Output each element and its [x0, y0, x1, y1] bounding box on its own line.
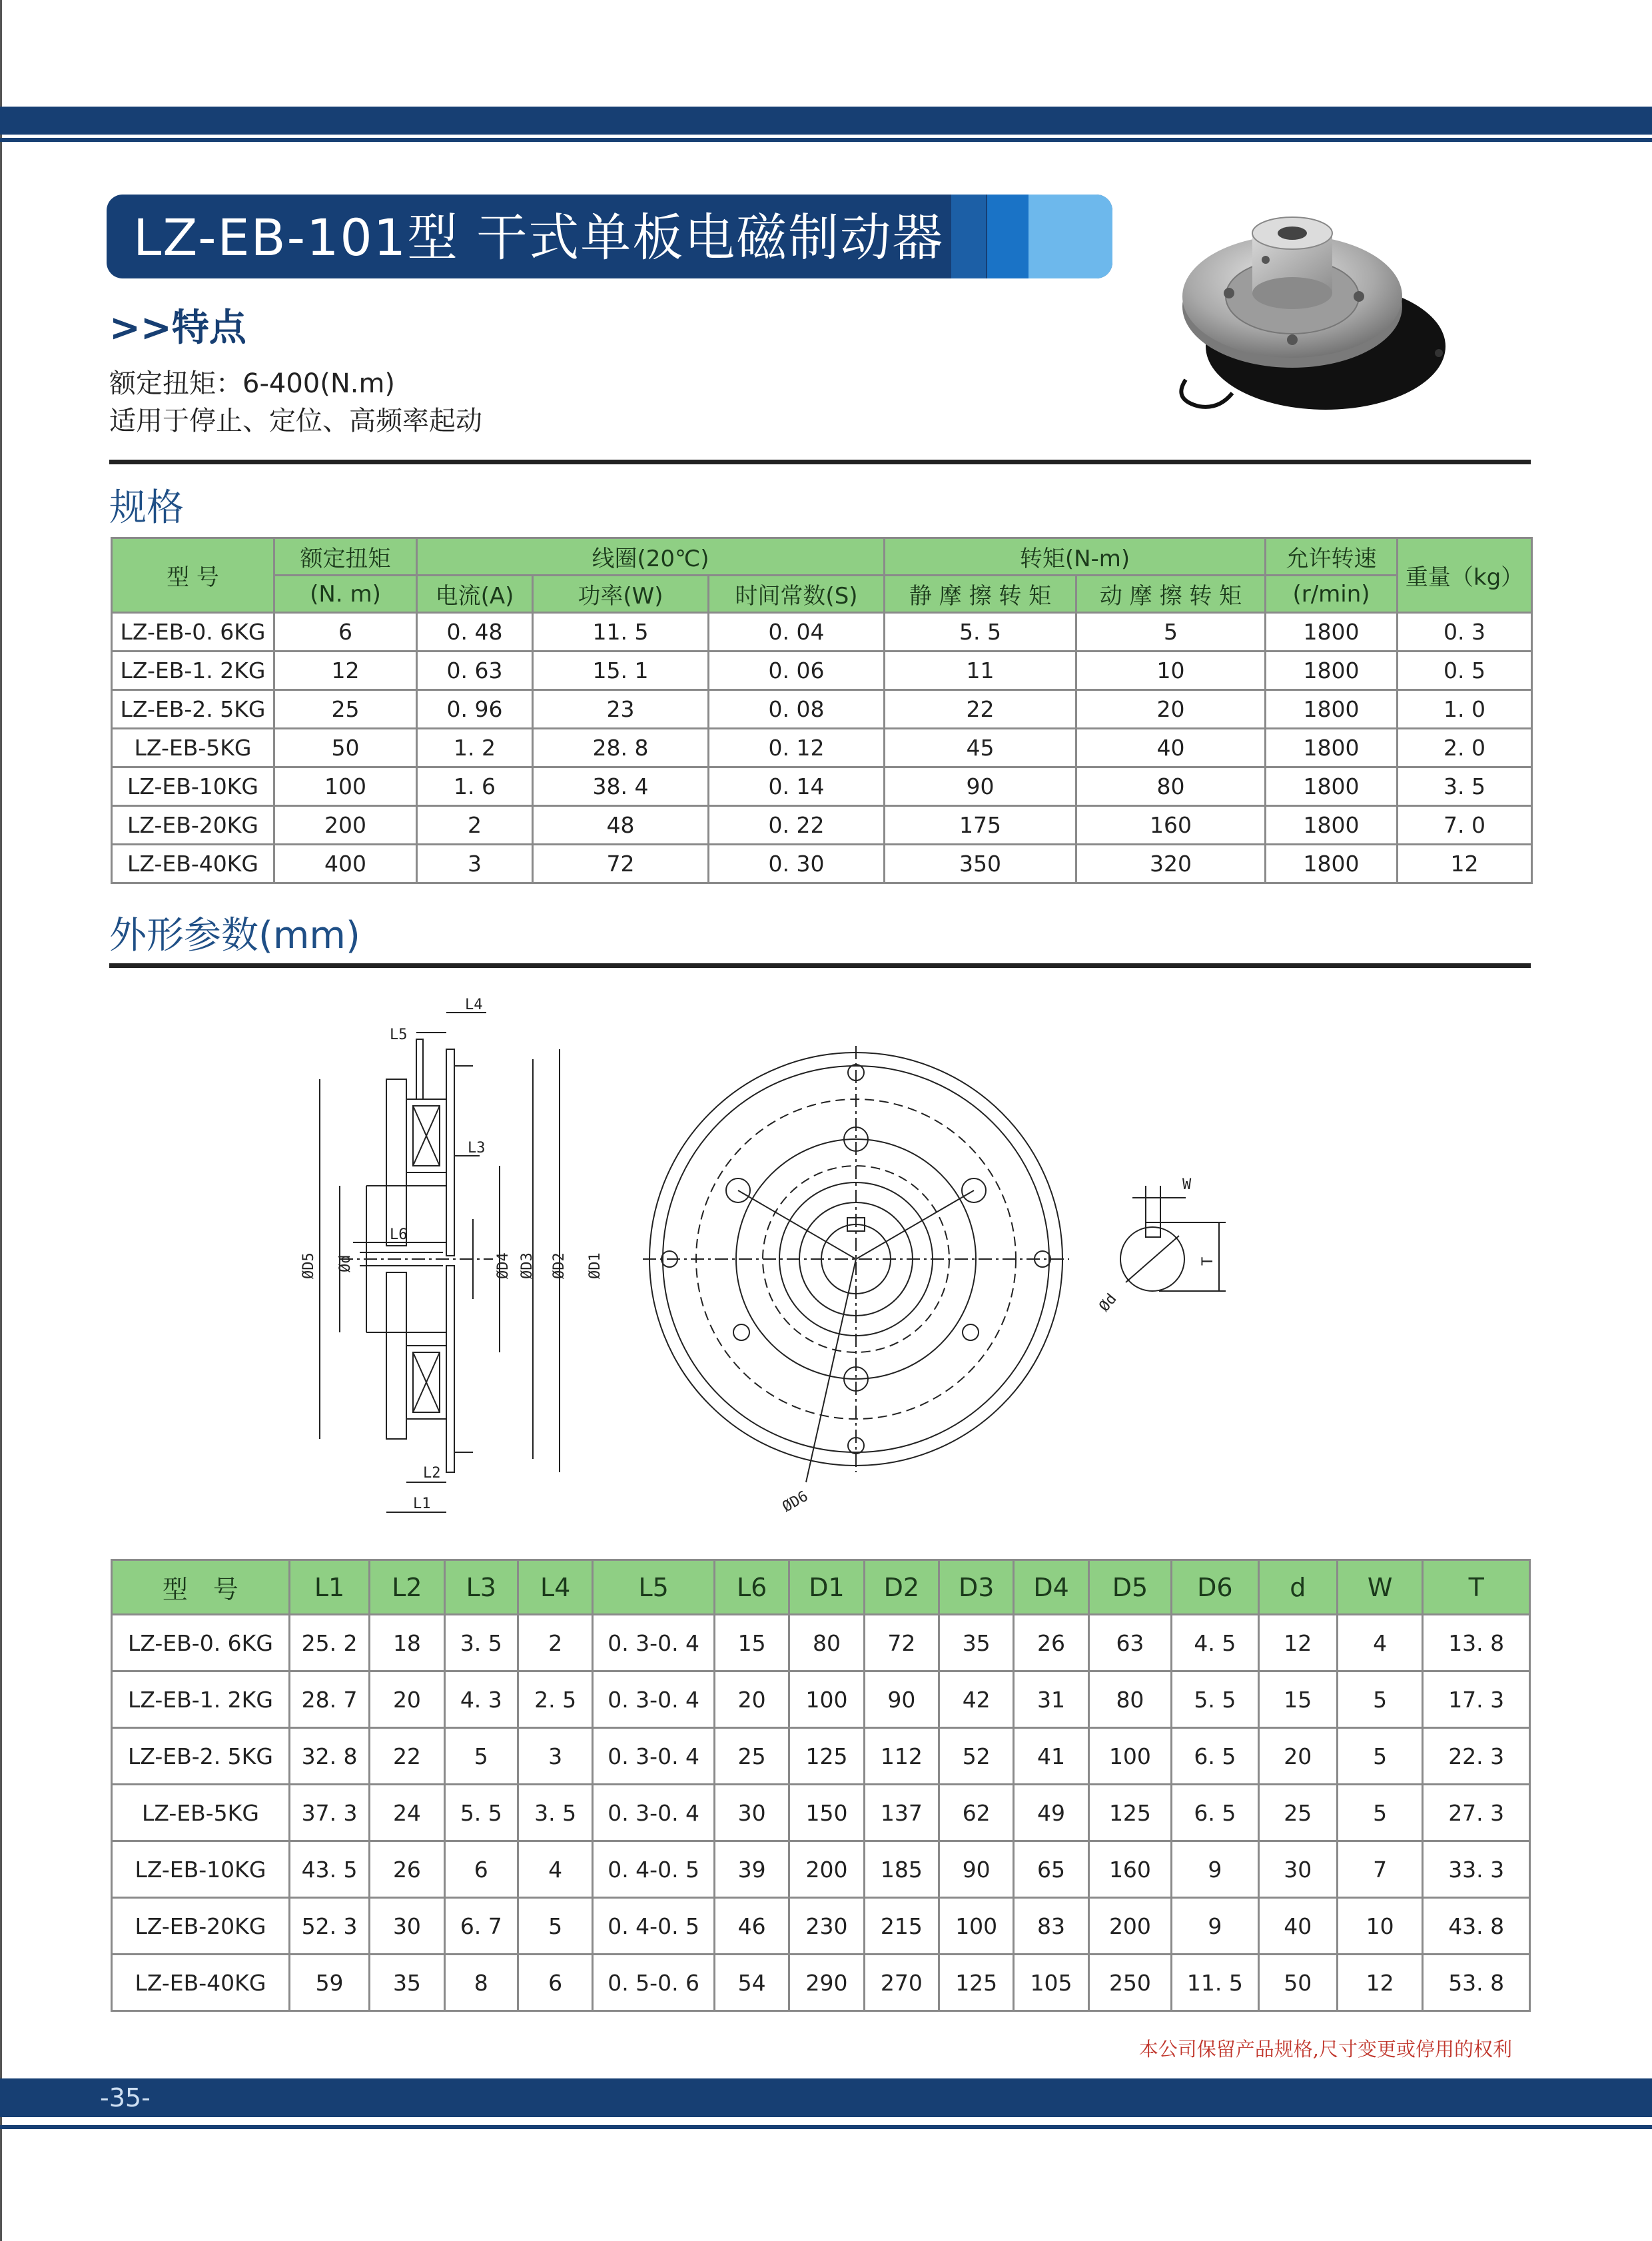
spec-cell: LZ-EB-2. 5KG [112, 690, 274, 729]
dimension-table [111, 1559, 1531, 2012]
spec-row [112, 690, 1532, 729]
spec-cell: 10 [1076, 652, 1266, 690]
dim-cell: 37. 3 [289, 1785, 369, 1841]
dim-cell: 215 [864, 1898, 939, 1955]
spec-cell: 2. 0 [1398, 729, 1532, 767]
col-time-constant: 时间常数(S) [709, 576, 885, 613]
dim-cell: 7 [1337, 1841, 1422, 1898]
label-d6: ØD6 [779, 1488, 811, 1516]
dim-header-cell: D1 [789, 1560, 864, 1615]
dims-heading: 外形参数(mm) [109, 914, 360, 957]
dim-cell: 54 [714, 1955, 789, 2011]
dim-cell: 9 [1172, 1841, 1258, 1898]
dim-cell: 270 [864, 1955, 939, 2011]
dim-cell: 65 [1014, 1841, 1088, 1898]
dim-cell: 22. 3 [1423, 1728, 1530, 1785]
dim-cell: 0. 3-0. 4 [593, 1728, 715, 1785]
label-l2: L2 [423, 1465, 441, 1482]
dim-cell: 63 [1088, 1615, 1171, 1671]
page-number: -35- [100, 2083, 151, 2112]
spec-cell: 2 [417, 806, 533, 845]
product-photo [1159, 180, 1452, 446]
dim-cell: 160 [1088, 1841, 1171, 1898]
dim-cell: 72 [864, 1615, 939, 1671]
spec-row [112, 613, 1532, 652]
dim-cell: LZ-EB-10KG [112, 1841, 290, 1898]
spec-cell: 12 [274, 652, 417, 690]
spec-cell: 23 [533, 690, 709, 729]
dim-cell: 10 [1337, 1898, 1422, 1955]
dim-cell: 290 [789, 1955, 864, 2011]
spec-cell: LZ-EB-0. 6KG [112, 613, 274, 652]
dim-cell: 27. 3 [1423, 1785, 1530, 1841]
dim-header-cell: D6 [1172, 1560, 1258, 1615]
col-static-torque: 静 摩 擦 转 矩 [885, 576, 1076, 613]
header-band [0, 107, 1652, 135]
spec-cell: LZ-EB-20KG [112, 806, 274, 845]
dim-cell: 35 [370, 1955, 444, 2011]
dim-cell: 6. 5 [1172, 1728, 1258, 1785]
spec-cell: 6 [274, 613, 417, 652]
dim-cell: 5. 5 [444, 1785, 518, 1841]
dim-cell: 43. 8 [1423, 1898, 1530, 1955]
dim-cell: 22 [370, 1728, 444, 1785]
dim-cell: 200 [789, 1841, 864, 1898]
disclaimer-note: 本公司保留产品规格,尺寸变更或停用的权利 [1138, 2038, 1512, 2060]
dim-cell: 11. 5 [1172, 1955, 1258, 2011]
dim-header-cell: L1 [289, 1560, 369, 1615]
spec-cell: 15. 1 [533, 652, 709, 690]
dim-cell: 4. 5 [1172, 1615, 1258, 1671]
footer-rule [0, 2125, 1652, 2129]
dim-row [112, 1728, 1530, 1785]
features-heading: >>特点 [109, 306, 246, 350]
spec-cell: 0. 14 [709, 767, 885, 806]
spec-cell: 0. 08 [709, 690, 885, 729]
front-view [643, 1046, 1069, 1482]
dim-cell: 0. 3-0. 4 [593, 1615, 715, 1671]
col-torque-group: 转矩(N-m) [885, 538, 1266, 576]
dim-cell: 40 [1258, 1898, 1337, 1955]
spec-cell: 72 [533, 845, 709, 883]
col-speed-unit: (r/min) [1266, 576, 1398, 613]
label-l5: L5 [390, 1027, 408, 1043]
dim-cell: 80 [789, 1615, 864, 1671]
dim-cell: 6 [444, 1841, 518, 1898]
spec-cell: 0. 96 [417, 690, 533, 729]
spec-cell: 0. 48 [417, 613, 533, 652]
spec-cell: 0. 06 [709, 652, 885, 690]
dim-cell: 52 [939, 1728, 1014, 1785]
col-weight: 重量（kg） [1398, 538, 1532, 613]
feature-line-1: 额定扭矩：6-400(N.m) [109, 368, 396, 399]
dim-cell: 250 [1088, 1955, 1171, 2011]
spec-row [112, 729, 1532, 767]
dim-cell: LZ-EB-5KG [112, 1785, 290, 1841]
spec-cell: 25 [274, 690, 417, 729]
spec-cell: 160 [1076, 806, 1266, 845]
spec-cell: LZ-EB-10KG [112, 767, 274, 806]
dim-cell: 12 [1258, 1615, 1337, 1671]
spec-cell: 0. 30 [709, 845, 885, 883]
label-d5: ØD5 [300, 1252, 317, 1279]
dim-cell: 5 [518, 1898, 592, 1955]
dim-cell: 0. 4-0. 5 [593, 1898, 715, 1955]
dim-cell: 6. 5 [1172, 1785, 1258, 1841]
dim-cell: 5 [1337, 1671, 1422, 1728]
dim-header-cell: D4 [1014, 1560, 1088, 1615]
spec-cell: 200 [274, 806, 417, 845]
header-rule [0, 138, 1652, 142]
dim-cell: 13. 8 [1423, 1615, 1530, 1671]
dim-cell: 17. 3 [1423, 1671, 1530, 1728]
dim-cell: 42 [939, 1671, 1014, 1728]
dim-cell: 30 [370, 1898, 444, 1955]
dim-cell: 5 [1337, 1728, 1422, 1785]
label-l4: L4 [465, 997, 483, 1013]
spec-cell: 11 [885, 652, 1076, 690]
spec-cell: 5. 5 [885, 613, 1076, 652]
dim-cell: 41 [1014, 1728, 1088, 1785]
dim-cell: 59 [289, 1955, 369, 2011]
dim-cell: 125 [939, 1955, 1014, 2011]
label-d4: ØD4 [495, 1252, 512, 1279]
dim-cell: 80 [1088, 1671, 1171, 1728]
spec-cell: 1800 [1266, 690, 1398, 729]
spec-cell: 3. 5 [1398, 767, 1532, 806]
page-title: LZ-EB-101型 干式单板电磁制动器 [133, 208, 945, 267]
spec-cell: 0. 12 [709, 729, 885, 767]
dim-cell: 35 [939, 1615, 1014, 1671]
dim-cell: 26 [370, 1841, 444, 1898]
dim-cell: 105 [1014, 1955, 1088, 2011]
spec-cell: 90 [885, 767, 1076, 806]
spec-cell: 320 [1076, 845, 1266, 883]
keyway-view [1120, 1186, 1226, 1291]
dim-cell: 24 [370, 1785, 444, 1841]
dim-cell: 25. 2 [289, 1615, 369, 1671]
spec-cell: 28. 8 [533, 729, 709, 767]
dim-row [112, 1615, 1530, 1671]
label-l6: L6 [390, 1226, 408, 1243]
col-model: 型 号 [112, 538, 274, 613]
spec-cell: 0. 5 [1398, 652, 1532, 690]
spec-cell: 12 [1398, 845, 1532, 883]
spec-cell: 175 [885, 806, 1076, 845]
dim-cell: 53. 8 [1423, 1955, 1530, 2011]
spec-cell: 3 [417, 845, 533, 883]
feature-line-2: 适用于停止、定位、高频率起动 [109, 406, 482, 436]
dim-cell: 125 [789, 1728, 864, 1785]
dim-header-cell: D5 [1088, 1560, 1171, 1615]
dim-cell: 4 [1337, 1615, 1422, 1671]
dim-row [112, 1955, 1530, 2011]
col-speed: 允许转速 [1266, 538, 1398, 576]
dim-cell: 3. 5 [518, 1785, 592, 1841]
dim-row [112, 1841, 1530, 1898]
dim-cell: 6. 7 [444, 1898, 518, 1955]
spec-cell: 38. 4 [533, 767, 709, 806]
spec-table [111, 537, 1533, 884]
dim-header-cell: L4 [518, 1560, 592, 1615]
dim-cell: 28. 7 [289, 1671, 369, 1728]
spec-row [112, 806, 1532, 845]
dim-cell: 4. 3 [444, 1671, 518, 1728]
dim-cell: 31 [1014, 1671, 1088, 1728]
label-d3: ØD3 [519, 1252, 536, 1279]
dim-cell: 5 [444, 1728, 518, 1785]
spec-cell: 0. 22 [709, 806, 885, 845]
spec-cell: 48 [533, 806, 709, 845]
dim-cell: 83 [1014, 1898, 1088, 1955]
dim-cell: 46 [714, 1898, 789, 1955]
spec-cell: 1800 [1266, 806, 1398, 845]
dim-cell: 32. 8 [289, 1728, 369, 1785]
dim-cell: 4 [518, 1841, 592, 1898]
dim-header-cell: 型 号 [112, 1560, 290, 1615]
spec-cell: 45 [885, 729, 1076, 767]
dim-cell: 90 [939, 1841, 1014, 1898]
dim-cell: 49 [1014, 1785, 1088, 1841]
dim-header-cell: D2 [864, 1560, 939, 1615]
dim-cell: 2. 5 [518, 1671, 592, 1728]
label-d: Ød [337, 1254, 354, 1272]
dim-cell: 52. 3 [289, 1898, 369, 1955]
dim-header-cell: L6 [714, 1560, 789, 1615]
dim-header-cell: L5 [593, 1560, 715, 1615]
spec-cell: 350 [885, 845, 1076, 883]
dim-cell: 18 [370, 1615, 444, 1671]
spec-row [112, 845, 1532, 883]
col-current: 电流(A) [417, 576, 533, 613]
dim-cell: 112 [864, 1728, 939, 1785]
dim-row [112, 1671, 1530, 1728]
dim-cell: 25 [1258, 1785, 1337, 1841]
dim-cell: LZ-EB-2. 5KG [112, 1728, 290, 1785]
label-l3: L3 [468, 1140, 486, 1156]
dim-cell: 15 [1258, 1671, 1337, 1728]
spec-row [112, 652, 1532, 690]
spec-cell: 0. 3 [1398, 613, 1532, 652]
spec-cell: LZ-EB-5KG [112, 729, 274, 767]
spec-cell: 100 [274, 767, 417, 806]
dim-cell: LZ-EB-0. 6KG [112, 1615, 290, 1671]
dim-cell: 6 [518, 1955, 592, 2011]
spec-cell: 1800 [1266, 613, 1398, 652]
page-left-border [0, 0, 2, 2241]
dim-cell: 137 [864, 1785, 939, 1841]
spec-cell: 80 [1076, 767, 1266, 806]
spec-cell: 400 [274, 845, 417, 883]
col-torque-unit: (N. m) [274, 576, 417, 613]
dim-cell: 20 [370, 1671, 444, 1728]
spec-cell: 40 [1076, 729, 1266, 767]
col-torque: 额定扭矩 [274, 538, 417, 576]
spec-cell: 0. 04 [709, 613, 885, 652]
dim-cell: 12 [1337, 1955, 1422, 2011]
dim-cell: LZ-EB-40KG [112, 1955, 290, 2011]
col-power: 功率(W) [533, 576, 709, 613]
dim-cell: 0. 3-0. 4 [593, 1785, 715, 1841]
dim-row [112, 1785, 1530, 1841]
footer-band [0, 2078, 1652, 2117]
dim-cell: 125 [1088, 1785, 1171, 1841]
dim-cell: 100 [939, 1898, 1014, 1955]
dim-cell: 43. 5 [289, 1841, 369, 1898]
dimension-drawing [293, 986, 1292, 1532]
dim-cell: 100 [789, 1671, 864, 1728]
dim-cell: 50 [1258, 1955, 1337, 2011]
section-rule [109, 460, 1531, 464]
label-l1: L1 [413, 1496, 431, 1512]
dim-row [112, 1898, 1530, 1955]
dim-cell: 0. 5-0. 6 [593, 1955, 715, 2011]
col-dynamic-torque: 动 摩 擦 转 矩 [1076, 576, 1266, 613]
dim-cell: 30 [1258, 1841, 1337, 1898]
dim-cell: 30 [714, 1785, 789, 1841]
spec-cell: 20 [1076, 690, 1266, 729]
dim-cell: 200 [1088, 1898, 1171, 1955]
dim-cell: 8 [444, 1955, 518, 2011]
dim-header-cell: D3 [939, 1560, 1014, 1615]
spec-cell: 7. 0 [1398, 806, 1532, 845]
spec-heading: 规格 [109, 486, 184, 530]
dim-cell: 20 [714, 1671, 789, 1728]
dim-cell: 5. 5 [1172, 1671, 1258, 1728]
spec-cell: 1800 [1266, 729, 1398, 767]
label-t: T [1200, 1256, 1216, 1266]
spec-cell: 1800 [1266, 652, 1398, 690]
dim-cell: 25 [714, 1728, 789, 1785]
label-w: W [1182, 1176, 1192, 1193]
dim-cell: 3 [518, 1728, 592, 1785]
label-d2: ØD2 [551, 1252, 568, 1279]
spec-cell: LZ-EB-40KG [112, 845, 274, 883]
dim-cell: 90 [864, 1671, 939, 1728]
dim-cell: 0. 3-0. 4 [593, 1671, 715, 1728]
dim-cell: 39 [714, 1841, 789, 1898]
dim-cell: 3. 5 [444, 1615, 518, 1671]
dim-header-cell: L2 [370, 1560, 444, 1615]
spec-cell: LZ-EB-1. 2KG [112, 652, 274, 690]
dim-cell: 185 [864, 1841, 939, 1898]
dim-cell: 62 [939, 1785, 1014, 1841]
spec-cell: 5 [1076, 613, 1266, 652]
dim-cell: 26 [1014, 1615, 1088, 1671]
spec-cell: 1. 0 [1398, 690, 1532, 729]
dim-cell: 230 [789, 1898, 864, 1955]
dim-cell: 5 [1337, 1785, 1422, 1841]
spec-cell: 11. 5 [533, 613, 709, 652]
dim-header-cell: T [1423, 1560, 1530, 1615]
spec-row [112, 767, 1532, 806]
col-coil: 线圈(20℃) [417, 538, 885, 576]
dim-cell: 20 [1258, 1728, 1337, 1785]
section-rule-2 [109, 963, 1531, 968]
spec-cell: 1. 6 [417, 767, 533, 806]
dim-cell: 100 [1088, 1728, 1171, 1785]
label-d-key: Ød [1096, 1290, 1120, 1315]
label-d1: ØD1 [587, 1252, 604, 1279]
dim-cell: 0. 4-0. 5 [593, 1841, 715, 1898]
spec-cell: 1. 2 [417, 729, 533, 767]
dim-header-cell: L3 [444, 1560, 518, 1615]
dim-cell: 15 [714, 1615, 789, 1671]
dim-header-cell: W [1337, 1560, 1422, 1615]
spec-cell: 22 [885, 690, 1076, 729]
dim-cell: 33. 3 [1423, 1841, 1530, 1898]
dim-header-cell: d [1258, 1560, 1337, 1615]
spec-cell: 1800 [1266, 767, 1398, 806]
dim-cell: 9 [1172, 1898, 1258, 1955]
spec-cell: 50 [274, 729, 417, 767]
spec-cell: 0. 63 [417, 652, 533, 690]
spec-cell: 1800 [1266, 845, 1398, 883]
dim-cell: 2 [518, 1615, 592, 1671]
dim-cell: 150 [789, 1785, 864, 1841]
dim-cell: LZ-EB-1. 2KG [112, 1671, 290, 1728]
dim-cell: LZ-EB-20KG [112, 1898, 290, 1955]
